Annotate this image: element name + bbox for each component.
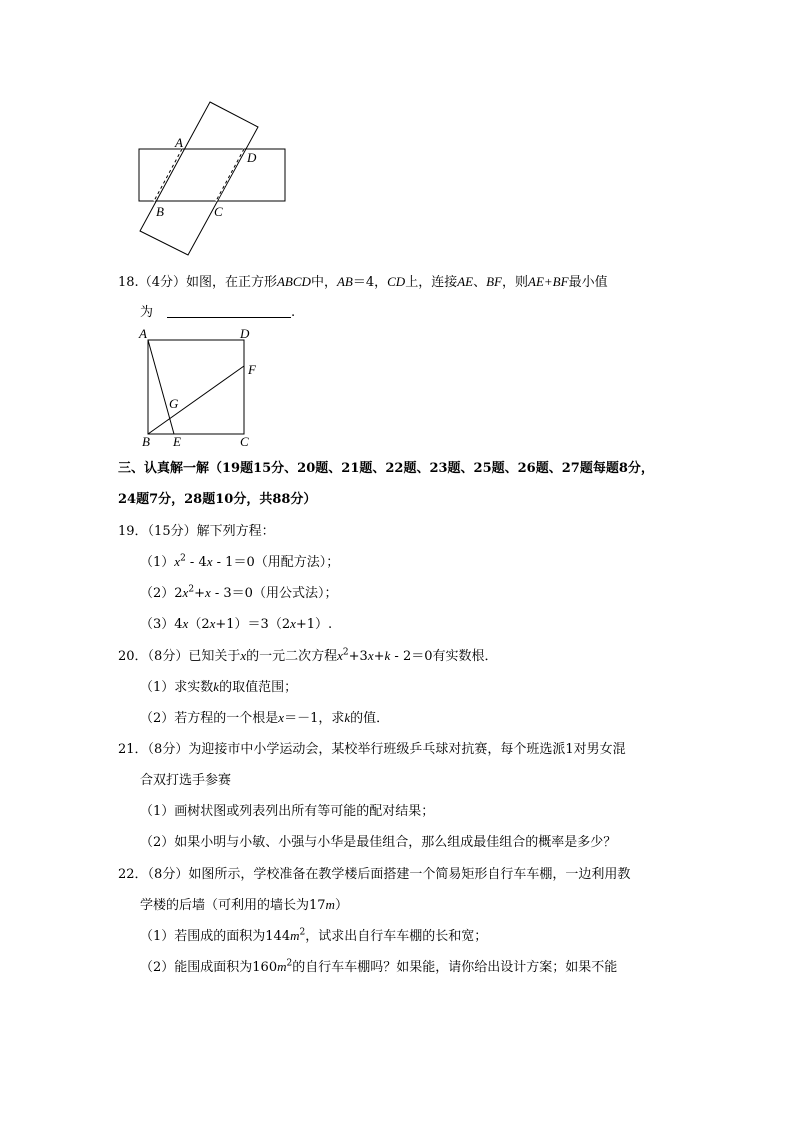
fig18-label-a: A — [139, 326, 147, 341]
question-19-item-3: （3）4x（2x+1）＝3（2x+1）. — [140, 616, 333, 632]
fig17-label-c: C — [214, 204, 223, 219]
fig18-label-e: E — [173, 434, 181, 449]
fig18-label-g: G — [169, 396, 179, 411]
question-19-item-2: $(2)2x^2+x - 3=0$（用公式法）； — [140, 584, 338, 601]
question-21-item-2: （2）如果小明与小敏、小强与小华是最佳组合，那么组成最佳组合的概率是多少？ — [140, 835, 617, 850]
fig18-label-f: F — [248, 362, 256, 377]
question-19-item-1: $(1)x^2 - 4x - 1=0$（用配方法）； — [140, 553, 340, 570]
fig18-label-d: D — [240, 326, 250, 341]
question-20-item-1: （1）求实数k的取值范围； — [140, 679, 298, 695]
figure-17 — [130, 95, 300, 260]
question-22-item-1: （1）若围成的面积为$144m^2$，试求出自行车车棚的长和宽； — [140, 927, 488, 944]
question-19-heading: 19．（15分）解下列方程： — [118, 524, 275, 539]
fig17-label-a: A — [175, 135, 183, 150]
question-21-line2: 合双打选手参赛 — [140, 773, 232, 788]
question-22-line2: 学楼的后墙（可利用的墙长为17m） — [140, 897, 348, 913]
question-20-item-2: （2）若方程的一个根是x＝－1，求k的值． — [140, 710, 390, 726]
figure-18 — [140, 330, 270, 450]
question-18-line2: 为 . — [140, 305, 296, 320]
section-3-heading-line2: 24题7分，28题10分，共88分） — [118, 492, 317, 507]
answer-blank[interactable] — [167, 305, 291, 318]
section-3-heading-line1: 三、认真解一解（19题15分、20题、21题、22题、23题、25题、26题、27题每题8分， — [118, 461, 654, 476]
figure-18-drawing — [140, 330, 270, 450]
question-22-line1: 22．（8分）如图所示，学校准备在教学楼后面搭建一个简易矩形自行车车棚，一边利用教 — [118, 867, 631, 882]
fig17-label-b: B — [156, 204, 164, 219]
fig18-label-b: B — [142, 434, 150, 449]
figure-17-drawing — [130, 95, 300, 260]
question-18-line1: 18.（4分）如图，在正方形ABCD中，AB＝4，CD上，连接AE、BF，则AE+BF最小值 — [118, 274, 608, 290]
question-22-item-2: （2）能围成面积为$160m^2$的自行车车棚吗？如果能，请你给出设计方案；如果不能 — [140, 958, 618, 975]
fig17-label-d: D — [247, 150, 257, 165]
question-21-item-1: （1）画树状图或列表列出所有等可能的配对结果； — [140, 804, 435, 819]
question-21-line1: 21．（8分）为迎接市中小学运动会，某校举行班级乒乓球对抗赛，每个班选派1对男女混 — [118, 742, 626, 757]
question-20-heading: 20．（8分）已知关于x的一元二次方程$x^2+3x+k - 2=0$有实数根． — [118, 647, 498, 664]
fig18-label-c: C — [240, 434, 249, 449]
